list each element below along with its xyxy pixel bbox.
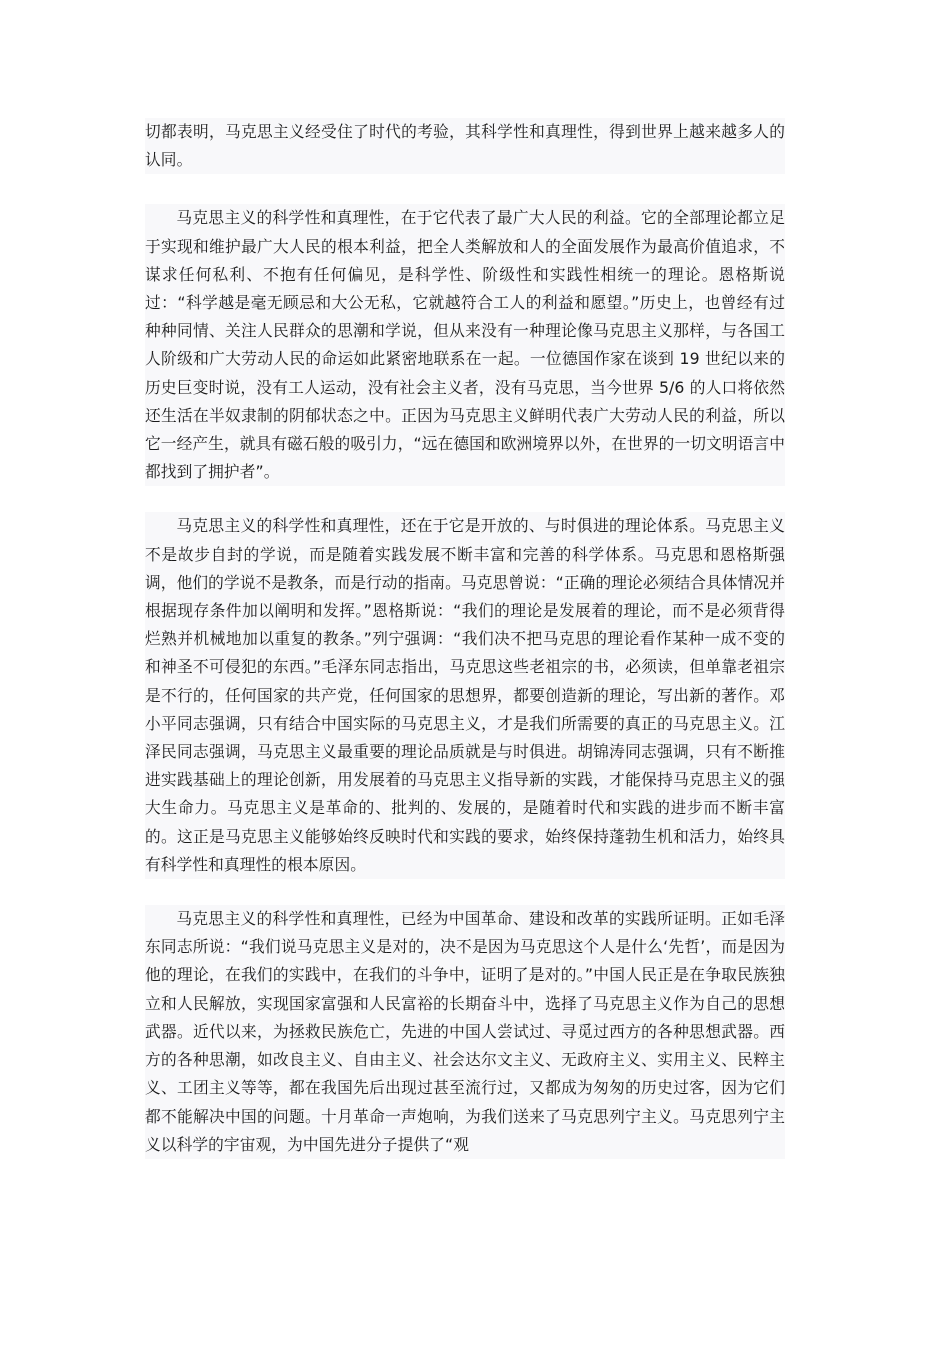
paragraph-china-practice: 马克思主义的科学性和真理性，已经为中国革命、建设和改革的实践所证明。正如毛泽东同志所说：“我们说马克思主义是对的，决不是因为马克思这个人是什么‘先哲’，而是因为他的理论，在我们的实践中，在我们的斗争中，证明了是对的。”中国人民正是在争取民族独立和人民解放，实现国家富强和人民富裕的长期奋斗中，选择了马克思主义作为自己的思想武器。近代以来，为拯救民族危亡，先进的中国人尝试过、寻觅过西方的各种思想武器。西方的各种思潮，如改良主义、自由主义、社会达尔文主义、无政府主义、实用主义、民粹主义、工团主义等等，都在我国先后出现过甚至流行过，又都成为匆匆的历史过客，因为它们都不能解决中国的问题。十月革命一声炮响，为我们送来了马克思列宁主义。马克思列宁主义以科学的宇宙观，为中国先进分子提供了“观 bbox=[145, 905, 785, 1159]
paragraph-interests: 马克思主义的科学性和真理性，在于它代表了最广大人民的利益。它的全部理论都立足于实现和维护最广大人民的根本利益，把全人类解放和人的全面发展作为最高价值追求，不谋求任何私利、不抱有任何偏见，是科学性、阶级性和实践性相统一的理论。恩格斯说过：“科学越是毫无顾忌和大公无私，它就越符合工人的利益和愿望。”历史上，也曾经有过种种同情、关注人民群众的思潮和学说，但从来没有一种理论像马克思主义那样，与各国工人阶级和广大劳动人民的命运如此紧密地联系在一起。一位德国作家在谈到 19 世纪以来的历史巨变时说，没有工人运动，没有社会主义者，没有马克思，当今世界 5/6 的人口将依然还生活在半奴隶制的阴郁状态之中。正因为马克思主义鲜明代表广大劳动人民的利益，所以它一经产生，就具有磁石般的吸引力，“远在德国和欧洲境界以外，在世界的一切文明语言中都找到了拥护者”。 bbox=[145, 204, 785, 486]
document-body bbox=[145, 118, 785, 1185]
paragraph-continuation: 切都表明，马克思主义经受住了时代的考验，其科学性和真理性，得到世界上越来越多人的认同。 bbox=[145, 118, 785, 174]
paragraph-open-system: 马克思主义的科学性和真理性，还在于它是开放的、与时俱进的理论体系。马克思主义不是故步自封的学说，而是随着实践发展不断丰富和完善的科学体系。马克思和恩格斯强调，他们的学说不是教条，而是行动的指南。马克思曾说：“正确的理论必须结合具体情况并根据现存条件加以阐明和发挥。”恩格斯说：“我们的理论是发展着的理论，而不是必须背得烂熟并机械地加以重复的教条。”列宁强调：“我们决不把马克思的理论看作某种一成不变的和神圣不可侵犯的东西。”毛泽东同志指出，马克思这些老祖宗的书，必须读，但单靠老祖宗是不行的，任何国家的共产党，任何国家的思想界，都要创造新的理论，写出新的著作。邓小平同志强调，只有结合中国实际的马克思主义，才是我们所需要的真正的马克思主义。江泽民同志强调，马克思主义最重要的理论品质就是与时俱进。胡锦涛同志强调，只有不断推进实践基础上的理论创新，用发展着的马克思主义指导新的实践，才能保持马克思主义的强大生命力。马克思主义是革命的、批判的、发展的，是随着时代和实践的进步而不断丰富的。这正是马克思主义能够始终反映时代和实践的要求，始终保持蓬勃生机和活力，始终具有科学性和真理性的根本原因。 bbox=[145, 512, 785, 879]
